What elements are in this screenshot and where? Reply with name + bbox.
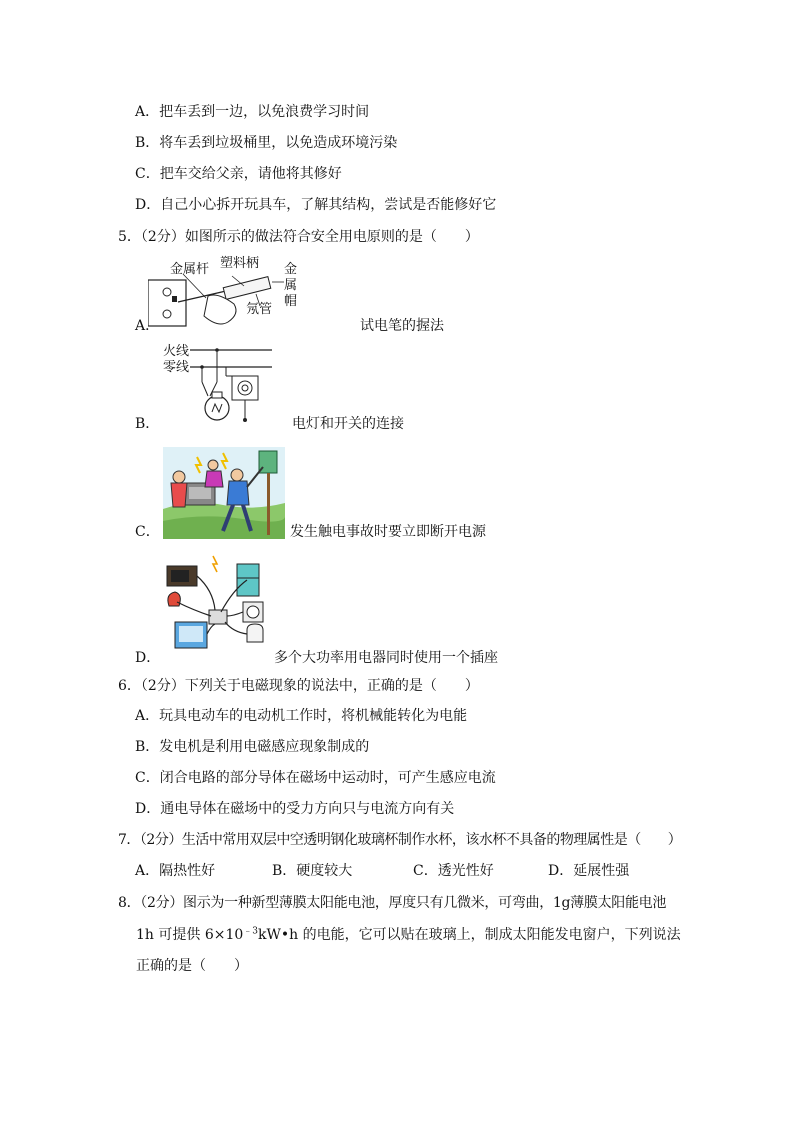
q4-option-c: C．把车交给父亲，请他将其修好 bbox=[135, 166, 342, 182]
q8-line-2-post: kW•h 的电能，它可以贴在玻璃上，制成太阳能发电窗户，下列说法 bbox=[258, 927, 681, 943]
shock-rescue-cartoon bbox=[163, 447, 285, 539]
q5-option-d-caption: 多个大功率用电器同时使用一个插座 bbox=[274, 650, 498, 666]
overloaded-socket-illustration bbox=[163, 550, 273, 658]
q7-stem: 7．（2分）生活中常用双层中空透明钢化玻璃杯制作水杯，该水杯不具备的物理属性是（ ） bbox=[118, 832, 682, 848]
q8-stem-line-1: 8．（2分）图示为一种新型薄膜太阳能电池，厚度只有几微米，可弯曲，1g薄膜太阳能电池 bbox=[118, 895, 667, 911]
q8-stem-line-2 bbox=[136, 925, 681, 945]
q5-option-b-caption: 电灯和开关的连接 bbox=[292, 416, 404, 432]
electric-shock-rescue-illustration bbox=[163, 447, 285, 539]
q4-option-d: D．自己小心拆开玩具车，了解其结构，尝试是否能修好它 bbox=[135, 197, 497, 213]
metal-rod-label: 金属杆 bbox=[170, 262, 210, 277]
plastic-handle-label: 塑料柄 bbox=[220, 256, 260, 271]
q8-exponent: ﹣3 bbox=[243, 926, 259, 937]
q6-stem: 6．（2分）下列关于电磁现象的说法中，正确的是（ ） bbox=[118, 678, 479, 694]
q5-option-c-letter: C． bbox=[135, 524, 160, 540]
q7-option-c: C．透光性好 bbox=[413, 863, 494, 879]
neon-tube-label: 氖管 bbox=[246, 302, 273, 317]
q6-option-a: A．玩具电动车的电动机工作时，将机械能转化为电能 bbox=[135, 708, 468, 724]
q6-option-b: B．发电机是利用电磁感应现象制成的 bbox=[135, 739, 370, 755]
metal-cap-label-3: 帽 bbox=[284, 294, 298, 309]
q7-option-d: D．延展性强 bbox=[548, 863, 630, 879]
metal-cap-label-2: 属 bbox=[284, 278, 298, 293]
metal-cap-label-1: 金 bbox=[284, 262, 298, 277]
q8-stem-line-3: 正确的是（ ） bbox=[136, 958, 248, 974]
neutral-wire-label: 零线 bbox=[163, 360, 190, 375]
q6-option-d: D．通电导体在磁场中的受力方向只与电流方向有关 bbox=[135, 801, 455, 817]
q5-option-b-letter: B． bbox=[135, 416, 160, 432]
q6-option-c: C．闭合电路的部分导体在磁场中运动时，可产生感应电流 bbox=[135, 770, 496, 786]
q5-stem: 5．（2分）如图所示的做法符合安全用电原则的是（ ） bbox=[118, 229, 479, 245]
q7-option-b: B．硬度较大 bbox=[272, 863, 353, 879]
q7-option-a: A．隔热性好 bbox=[135, 863, 216, 879]
test-pen-grip-figure bbox=[148, 258, 313, 330]
appliances-socket-cartoon bbox=[163, 550, 273, 658]
q5-option-c-caption: 发生触电事故时要立即断开电源 bbox=[290, 524, 486, 540]
q4-option-b: B．将车丢到垃圾桶里，以免造成环境污染 bbox=[135, 135, 398, 151]
q8-line-2-pre: 1h 可提供 6×10 bbox=[136, 927, 244, 943]
q5-option-a-caption: 试电笔的握法 bbox=[360, 318, 444, 334]
live-wire-label: 火线 bbox=[163, 344, 190, 359]
q5-option-a-letter: A． bbox=[135, 318, 160, 334]
q4-option-a: A．把车丢到一边，以免浪费学习时间 bbox=[135, 104, 370, 120]
q5-option-d-letter: D． bbox=[135, 650, 161, 666]
